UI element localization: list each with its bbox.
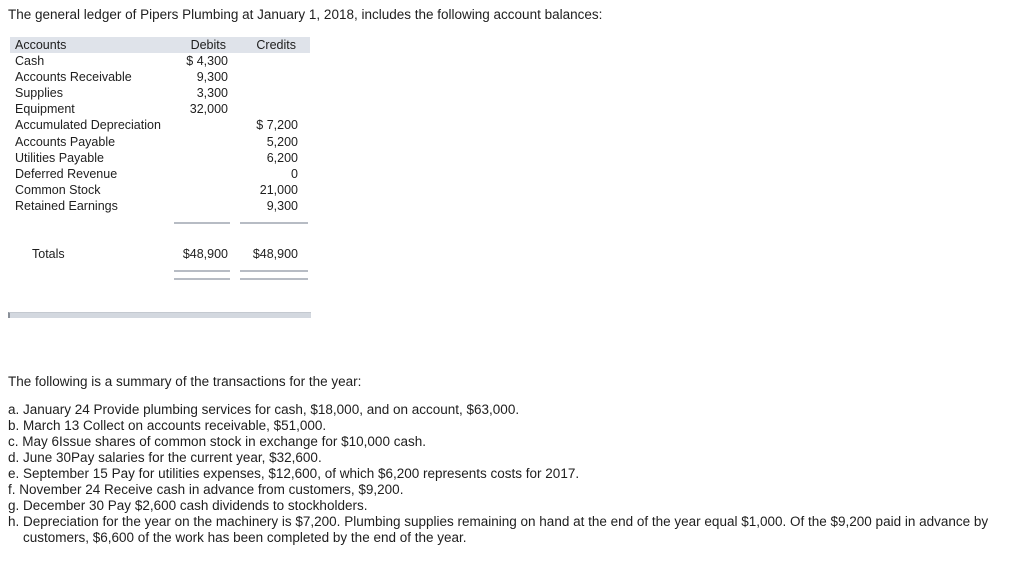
table-row [10,134,310,150]
credit-value: $ 7,200 [256,118,298,133]
totals-label: Totals [32,247,65,261]
account-name: Equipment [15,102,75,117]
list-item: c. May 6Issue shares of common stock in exchange for $10,000 cash. [8,434,426,449]
credit-value: 0 [291,166,298,181]
credit-value: 6,200 [266,150,298,165]
debit-value: 32,000 [189,102,228,117]
table-row [10,198,310,214]
credit-value: 9,300 [266,198,298,213]
list-item: e. September 15 Pay for utilities expenses, $12,600, of which $6,200 represents costs for 2017. [8,466,580,481]
transactions-list [8,402,1020,546]
totals-row [10,245,310,263]
account-name: Accounts Receivable [15,70,132,85]
table-row [10,166,310,182]
credit-total-rule-lower [240,278,308,280]
table-row [10,85,310,101]
account-name: Cash [15,54,45,69]
credit-subtotal-rule [240,222,308,224]
account-name: Utilities Payable [15,150,104,165]
list-item: f. November 24 Receive cash in advance from customers, $9,200. [8,482,404,497]
table-row [10,101,310,117]
list-item: h. Depreciation for the year on the machinery is $7,200. Plumbing supplies remaining on hand at the end of the year equal $1,000. Of the $9,200 paid in advance by customers, $6,600 of the work has been completed by the end of the year. [8,514,989,545]
summary-intro-text: The following is a summary of the transactions for the year: [8,374,362,389]
credit-total-rule-upper [240,270,308,272]
header-credits: Credits [256,38,296,52]
ledger-header-row [10,37,310,53]
credit-value: 21,000 [259,182,298,197]
credit-value: 5,200 [266,134,298,149]
table-row [10,53,310,69]
list-item: d. June 30Pay salaries for the current year, $32,600. [8,450,322,465]
account-name: Accumulated Depreciation [15,118,161,133]
table-row [10,150,310,166]
totals-credit: $48,900 [252,247,298,261]
list-item: g. December 30 Pay $2,600 cash dividends to stockholders. [8,498,368,513]
debit-subtotal-rule [174,222,230,224]
header-accounts: Accounts [15,38,67,52]
totals-debit: $48,900 [182,247,228,261]
account-name: Supplies [15,86,63,101]
list-item: b. March 13 Collect on accounts receivable, $51,000. [8,418,327,433]
intro-text: The general ledger of Pipers Plumbing at January 1, 2018, includes the following account balances: [8,7,603,22]
ledger-table [10,37,310,214]
table-row [10,69,310,85]
header-debits: Debits [190,38,226,52]
account-name: Deferred Revenue [15,166,118,181]
table-row [10,117,310,133]
account-name: Common Stock [15,182,101,197]
debit-value: 9,300 [196,70,228,85]
table-scrollbar[interactable] [8,312,311,318]
debit-value: $ 4,300 [186,54,228,69]
debit-total-rule-upper [174,270,230,272]
debit-total-rule-lower [174,278,230,280]
account-name: Accounts Payable [15,134,116,149]
list-item: a. January 24 Provide plumbing services for cash, $18,000, and on account, $63,000. [8,402,520,417]
debit-value: 3,300 [196,86,228,101]
table-row [10,182,310,198]
account-name: Retained Earnings [15,198,118,213]
